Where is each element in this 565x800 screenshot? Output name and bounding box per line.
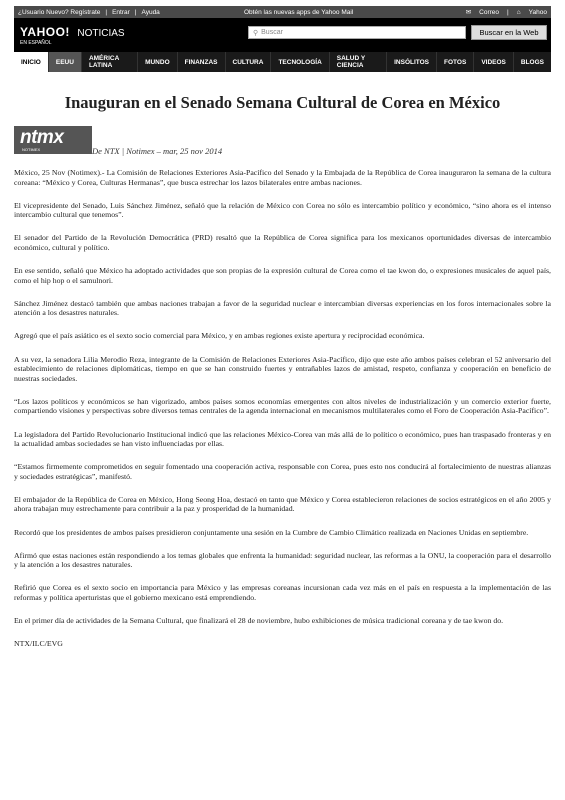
mail-icon: ✉ xyxy=(465,9,472,16)
nav-item-insolitos[interactable]: INSÓLITOS xyxy=(387,52,437,72)
article-paragraph: El senador del Partido de la Revolución Democrática (PRD) resaltó que la República de Corea significa para los mexicanos oportunidades diversas de intercambio económico, cultural y político. xyxy=(14,233,551,252)
section-name: NOTICIAS xyxy=(77,28,125,39)
article-paragraph: Sánchez Jiménez destacó también que ambas naciones trabajan a favor de la seguridad nuclear e intercambian diversas experiencias en los foros internacionales sobre la atención a los desastres naturales. xyxy=(14,298,551,318)
article-paragraph: El vicepresidente del Senado, Luis Sánchez Jiménez, señaló que la relación de México con Corea no sólo es intercambio político y económico, “sino ahora es el intenso intercambio cultural que tenemos”. xyxy=(14,200,551,220)
search-input[interactable] xyxy=(248,26,466,39)
article-byline: De NTX | Notimex – mar, 25 nov 2014 xyxy=(92,146,223,156)
article-paragraph: Recordó que los presidentes de ambos países presidieron conjuntamente una sesión en la Cumbre de Cambio Climático realizada en Naciones Unidas en septiembre. xyxy=(14,527,529,537)
nav-item-america-latina[interactable]: AMÉRICA LATINA xyxy=(82,52,138,72)
home-icon: ⌂ xyxy=(516,8,521,16)
nav-item-videos[interactable]: VIDEOS xyxy=(474,52,514,72)
article-paragraph: “Los lazos políticos y económicos se han vigorizado, ambos países somos economías emergentes con altos niveles de industrialización y un comercio exterior fuerte, compartiendo visiones y perspectivas sobre diversos temas centrales de la agenda internacional en mecanismos multilaterales como el Foro de Cooperación Asia-Pacífico”. xyxy=(14,396,551,416)
notimex-logo-text: ntmx xyxy=(20,127,64,148)
sign-in-link[interactable]: Entrar xyxy=(112,8,130,16)
brand-subtitle: EN ESPAÑOL xyxy=(20,40,52,46)
yahoo-home-link[interactable]: Yahoo xyxy=(528,8,547,16)
help-link[interactable]: Ayuda xyxy=(141,8,160,16)
nav-item-fotos[interactable]: FOTOS xyxy=(437,52,474,72)
notimex-logo xyxy=(14,126,92,154)
article-paragraph: Agregó que el país asiático es el sexto socio comercial para México, y en ambas regiones existe apertura y reciprocidad económica. xyxy=(14,331,425,341)
article-paragraph: México, 25 Nov (Notimex).- La Comisión de Relaciones Exteriores Asia-Pacífico del Senado y la Embajada de la República de Corea inauguraron la semana de la cultura coreana: “México y Corea, Culturas Hermanas”, que busca estrechar los lazos bilaterales entre ambas naciones. xyxy=(14,168,551,187)
article-body xyxy=(14,168,551,662)
nav-item-finanzas[interactable]: FINANZAS xyxy=(178,52,226,72)
notimex-logo-sub: NOTIMEX xyxy=(22,147,41,152)
search-web-button[interactable]: Buscar en la Web xyxy=(471,25,547,40)
site-logo[interactable] xyxy=(20,23,125,46)
article-paragraph: En ese sentido, señaló que México ha adoptado actividades que son propias de la expresión cultural de Corea como el tae kwon do, o expresiones musicales de aquel país, como el hip hop o el samulnori. xyxy=(14,266,551,285)
nav-item-inicio[interactable]: INICIO xyxy=(14,52,49,72)
nav-item-mundo[interactable]: MUNDO xyxy=(138,52,178,72)
article-signoff: NTX/ILC/EVG xyxy=(14,639,63,649)
main-nav xyxy=(14,52,551,72)
nav-item-tecnologia[interactable]: TECNOLOGÍA xyxy=(271,52,329,72)
article-paragraph: En el primer día de actividades de la Semana Cultural, que finalizará el 28 de noviembre, hubo exhibiciones de música tradicional coreana y de tae kwon do. xyxy=(14,616,504,626)
top-utility-bar: ¿Usuario Nuevo? Regístrate | Entrar | Ayuda Obtén las nuevas apps de Yahoo Mail ✉ Correo | ⌂ Yahoo xyxy=(14,6,551,18)
search-icon: ⚲ xyxy=(253,29,259,37)
site-header xyxy=(14,18,551,52)
promo-link[interactable]: Obtén las nuevas apps de Yahoo Mail xyxy=(244,8,354,16)
article-paragraph: “Estamos firmemente comprometidos en seguir fomentado una cooperación activa, responsable con Corea, pues esto nos conducirá al fortalecimiento de nuestras alianzas y sociedades estratégicas”, manifestó. xyxy=(14,462,551,481)
mail-link[interactable]: Correo xyxy=(479,8,500,16)
article-paragraph: El embajador de la República de Corea en México, Hong Seong Hoa, destacó en tanto que México y Corea establecieron relaciones de socios estratégicos en el año 2005 y ahora trabajan muy estrechamente para contribuir a la paz y prosperidad de la humanidad. xyxy=(14,494,551,514)
article-paragraph: Refirió que Corea es el sexto socio en importancia para México y las empresas coreanas incursionan cada vez más en el país en respuesta a la implementación de las reformas y política aperturistas que el gobierno mexicano está emprendiendo. xyxy=(14,583,551,602)
article-title: Inauguran en el Senado Semana Cultural de Corea en México xyxy=(64,93,501,112)
nav-item-cultura[interactable]: CULTURA xyxy=(226,52,272,72)
register-link[interactable]: ¿Usuario Nuevo? Regístrate xyxy=(18,8,101,16)
nav-item-eeuu[interactable]: EEUU xyxy=(49,52,82,72)
article-paragraph: A su vez, la senadora Lilia Merodio Reza, integrante de la Comisión de Relaciones Exteriores Asia-Pacífico, dijo que este año ambos países celebran el 52 aniversario del establecimiento de relaciones diplomáticas, tiempo en que se han construido fuertes y entrañables lazos de amistad, respeto, confianza y cooperación en beneficio de nuestras sociedades. xyxy=(14,354,551,383)
brand-name: YAHOO! xyxy=(20,25,70,39)
search-placeholder: Buscar xyxy=(261,29,283,36)
article-paragraph: Afirmó que estas naciones están respondiendo a los temas globales que enfrenta la humanidad: seguridad nuclear, las reformas a la ONU, la cooperación para el desarrollo y la atención a los desastres naturales. xyxy=(14,550,551,570)
nav-item-blogs[interactable]: BLOGS xyxy=(520,58,544,66)
article-paragraph: La legisladora del Partido Revolucionario Institucional indicó que las relaciones México-Corea van más allá de lo político o económico, pues han traspasado fronteras y en la actualidad ambas sociedades se han visto influenciadas por ellas. xyxy=(14,429,551,449)
nav-item-salud-y-ciencia[interactable]: SALUD Y CIENCIA xyxy=(330,52,387,72)
